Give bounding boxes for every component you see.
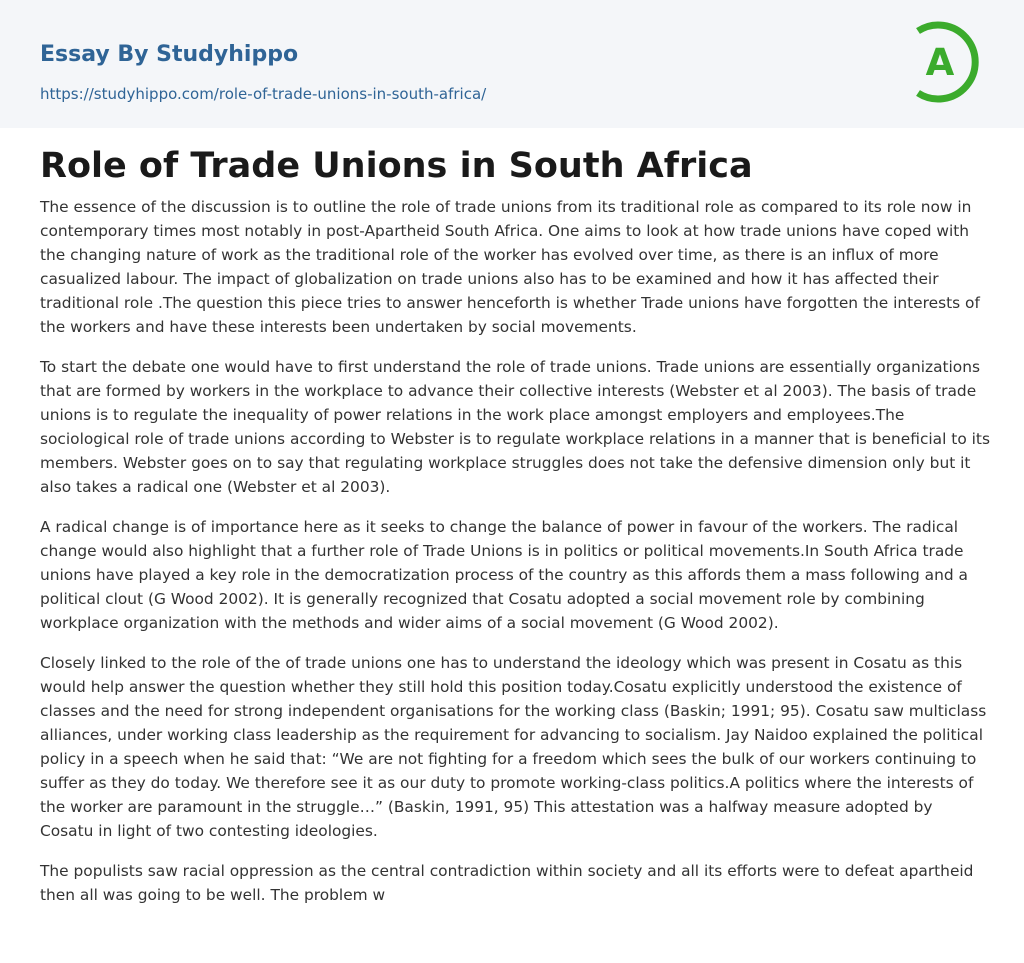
essay-paragraph: A radical change is of importance here as it seeks to change the balance of power in favour of the workers. The radical change would also highlight that a further role of Trade Unions is in politics or political movements.In South Africa trade unions have played a key role in the democratization process of the country as this affords them a mass following and a political clout (G Wood 2002). It is generally recognized that Cosatu adopted a social movement role by combining workplace organization with the methods and wider aims of a social movement (G Wood 2002).: [40, 518, 968, 632]
page-title: Role of Trade Unions in South Africa: [40, 146, 753, 186]
essay-url-link[interactable]: https://studyhippo.com/role-of-trade-unions-in-south-africa/: [40, 85, 487, 103]
logo-letter: A: [925, 41, 955, 84]
essay-paragraph: The essence of the discussion is to outline the role of trade unions from its traditional role as compared to its role now in contemporary times most notably in post-Apartheid South Africa. One aims to look at how trade unions have coped with the changing nature of work as the traditional role of the worker has evolved over time, as there is an influx of more casualized labour. The impact of globalization on trade unions also has to be examined and how it has affected their traditional role .The question this piece tries to answer henceforth is whether Trade unions have forgotten the interests of the workers and have these interests been undertaken by social movements.: [40, 198, 980, 336]
essay-paragraph: Closely linked to the role of the of trade unions one has to understand the ideology which was present in Cosatu as this would help answer the question whether they still hold this position today.Cosatu explicitly understood the existence of classes and the need for strong independent organisations for the working class (Baskin; 1991; 95). Cosatu saw multiclass alliances, under working class leadership as the requirement for advancing to socialism. Jay Naidoo explained the political policy in a speech when he said that: “We are not fighting for a freedom which sees the bulk of our workers continuing to suffer as they do today. We therefore see it as our duty to promote working-class politics.A politics where the interests of the worker are paramount in the struggle…” (Baskin, 1991, 95) This attestation was a halfway measure adopted by Cosatu in light of two contesting ideologies.: [40, 654, 987, 840]
site-brand[interactable]: Essay By Studyhippo: [40, 42, 299, 67]
essay-paragraph: The populists saw racial oppression as the central contradiction within society and all its efforts were to defeat apartheid then all was going to be well. The problem w: [40, 862, 974, 904]
essay-paragraph: To start the debate one would have to first understand the role of trade unions. Trade unions are essentially organizations that are formed by workers in the workplace to advance their collective interests (Webster et al 2003). The basis of trade unions is to regulate the inequality of power relations in the work place amongst employers and employees.The sociological role of trade unions according to Webster is to regulate workplace relations in a manner that is beneficial to its members. Webster goes on to say that regulating workplace struggles does not take the defensive dimension only but it also takes a radical one (Webster et al 2003).: [40, 358, 990, 496]
studyhippo-logo-icon[interactable]: [910, 18, 988, 106]
essay-body: [40, 195, 990, 923]
site-header: [0, 0, 1024, 128]
